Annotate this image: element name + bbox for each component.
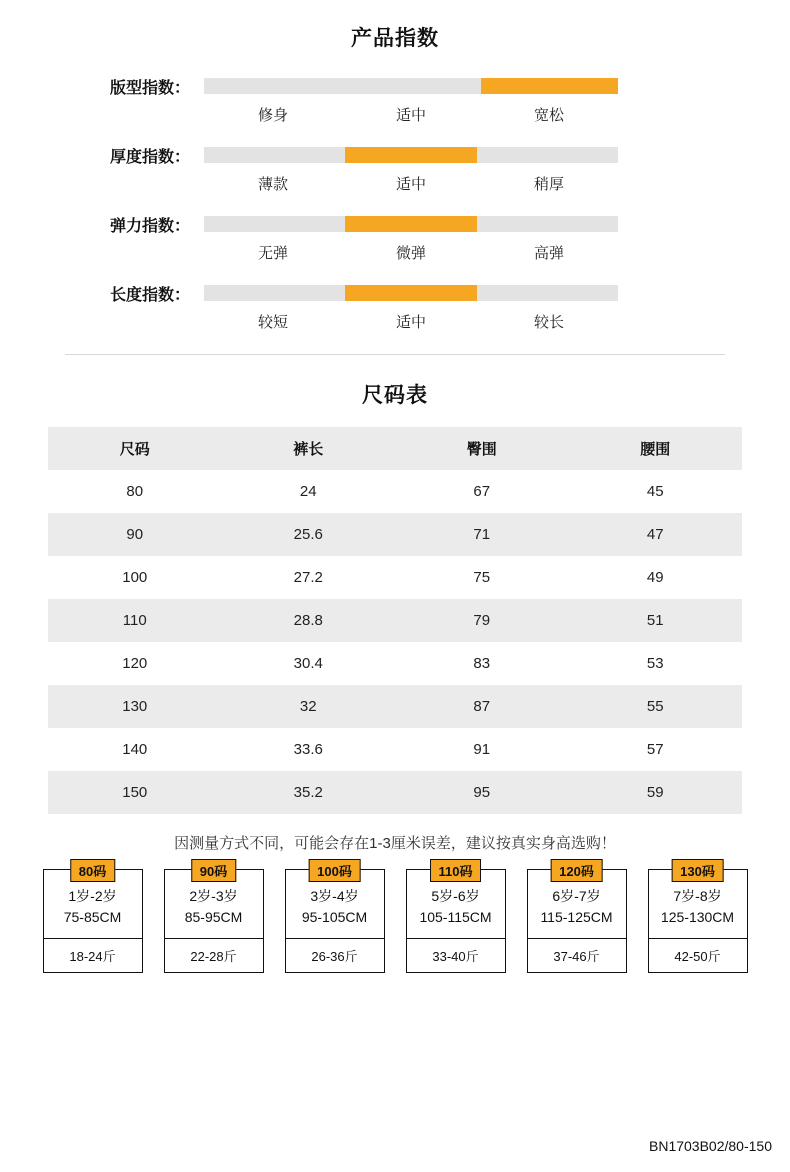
age-card-age: 7岁-8岁 — [673, 888, 722, 904]
age-card-age: 3岁-4岁 — [310, 888, 359, 904]
cell-length: 27.2 — [222, 556, 396, 599]
cell-hip: 67 — [395, 470, 569, 513]
age-card — [406, 864, 506, 973]
index-row-elasticity — [60, 216, 730, 263]
cell-length: 28.8 — [222, 599, 396, 642]
product-index-list — [0, 78, 790, 332]
index-option-labels — [204, 242, 618, 263]
index-option: 薄款 — [257, 176, 288, 193]
age-card-height: 125-130CM — [660, 909, 735, 925]
cell-hip: 87 — [395, 685, 569, 728]
age-card-size-tag: 130码 — [671, 859, 724, 882]
age-card — [164, 864, 264, 973]
cell-waist: 59 — [569, 771, 743, 814]
cell-hip: 75 — [395, 556, 569, 599]
table-row — [48, 513, 742, 556]
column-header: 腰围 — [569, 427, 743, 470]
column-header: 尺码 — [48, 427, 222, 470]
index-bar-group — [204, 285, 730, 332]
table-row — [48, 685, 742, 728]
cell-size: 150 — [48, 771, 222, 814]
index-bar-track — [204, 78, 618, 94]
age-card — [285, 864, 385, 973]
index-option: 较短 — [257, 314, 288, 331]
measurement-note: 因测量方式不同，可能会存在1-3厘米误差，建议按真实身高选购！ — [174, 835, 616, 852]
index-option: 微弹 — [395, 245, 426, 262]
cell-size: 130 — [48, 685, 222, 728]
age-card — [527, 864, 627, 973]
product-index-title: 产品指数 — [351, 27, 439, 50]
age-card-weight: 22-28斤 — [190, 949, 237, 964]
cell-size: 140 — [48, 728, 222, 771]
index-bar-track — [204, 147, 618, 163]
table-row — [48, 470, 742, 513]
index-bar-group — [204, 147, 730, 194]
table-row — [48, 599, 742, 642]
table-row — [48, 728, 742, 771]
age-card — [43, 864, 143, 973]
cell-length: 35.2 — [222, 771, 396, 814]
cell-hip: 71 — [395, 513, 569, 556]
index-label: 厚度指数： — [109, 149, 190, 166]
age-card-size-tag: 120码 — [550, 859, 603, 882]
cell-length: 25.6 — [222, 513, 396, 556]
age-card-height: 105-115CM — [419, 909, 492, 925]
age-card-height: 75-85CM — [63, 909, 122, 925]
section-divider — [65, 354, 725, 355]
table-row — [48, 771, 742, 814]
cell-size: 100 — [48, 556, 222, 599]
index-bar-group — [204, 216, 730, 263]
index-bar-fill — [345, 285, 477, 301]
index-option: 适中 — [395, 314, 426, 331]
column-header: 臀围 — [395, 427, 569, 470]
cell-waist: 45 — [569, 470, 743, 513]
table-row — [48, 556, 742, 599]
table-row — [48, 642, 742, 685]
index-option-labels — [204, 311, 618, 332]
age-card-height: 95-105CM — [301, 909, 368, 925]
cell-waist: 53 — [569, 642, 743, 685]
cell-waist: 47 — [569, 513, 743, 556]
index-option: 高弹 — [533, 245, 564, 262]
cell-length: 30.4 — [222, 642, 396, 685]
cell-length: 24 — [222, 470, 396, 513]
index-bar-fill — [481, 78, 618, 94]
index-label: 版型指数： — [109, 80, 190, 97]
column-header: 裤长 — [222, 427, 396, 470]
age-card-weight: 33-40斤 — [432, 949, 479, 964]
index-bar-group — [204, 78, 730, 125]
age-card-weight: 42-50斤 — [674, 949, 721, 964]
age-card-size-tag: 80码 — [70, 859, 115, 882]
product-code: BN1703B02/80-150 — [649, 1138, 772, 1154]
table-header-row — [48, 427, 742, 470]
age-card-weight: 18-24斤 — [69, 949, 116, 964]
cell-hip: 79 — [395, 599, 569, 642]
cell-waist: 57 — [569, 728, 743, 771]
age-card-age: 2岁-3岁 — [189, 888, 238, 904]
cell-length: 33.6 — [222, 728, 396, 771]
age-card-weight: 37-46斤 — [553, 949, 600, 964]
index-label: 长度指数： — [109, 287, 190, 304]
age-card-weight: 26-36斤 — [311, 949, 358, 964]
cell-waist: 55 — [569, 685, 743, 728]
age-card-height: 115-125CM — [540, 909, 613, 925]
index-option-labels — [204, 173, 618, 194]
index-bar-track — [204, 285, 618, 301]
cell-size: 110 — [48, 599, 222, 642]
index-label: 弹力指数： — [109, 218, 190, 235]
index-row-fit — [60, 78, 730, 125]
index-bar-fill — [345, 147, 477, 163]
age-card-list — [0, 864, 790, 973]
age-card-age: 6岁-7岁 — [552, 888, 601, 904]
cell-size: 120 — [48, 642, 222, 685]
cell-size: 80 — [48, 470, 222, 513]
index-option: 适中 — [395, 176, 426, 193]
index-option: 宽松 — [533, 107, 564, 124]
index-option: 较长 — [533, 314, 564, 331]
index-bar-fill — [345, 216, 477, 232]
index-option: 适中 — [395, 107, 426, 124]
index-row-length — [60, 285, 730, 332]
cell-length: 32 — [222, 685, 396, 728]
cell-waist: 51 — [569, 599, 743, 642]
cell-hip: 95 — [395, 771, 569, 814]
cell-hip: 91 — [395, 728, 569, 771]
index-option: 无弹 — [257, 245, 288, 262]
age-card-age: 5岁-6岁 — [431, 888, 480, 904]
index-bar-track — [204, 216, 618, 232]
index-option: 修身 — [257, 107, 288, 124]
size-table-title: 尺码表 — [362, 384, 428, 407]
cell-hip: 83 — [395, 642, 569, 685]
age-card-height: 85-95CM — [184, 909, 243, 925]
age-card-size-tag: 110码 — [430, 859, 482, 882]
age-card — [648, 864, 748, 973]
index-row-thickness — [60, 147, 730, 194]
index-option: 稍厚 — [533, 176, 564, 193]
age-card-age: 1岁-2岁 — [68, 888, 117, 904]
age-card-size-tag: 90码 — [191, 859, 236, 882]
age-card-size-tag: 100码 — [308, 859, 361, 882]
cell-size: 90 — [48, 513, 222, 556]
size-table — [48, 427, 742, 814]
cell-waist: 49 — [569, 556, 743, 599]
index-option-labels — [204, 104, 618, 125]
